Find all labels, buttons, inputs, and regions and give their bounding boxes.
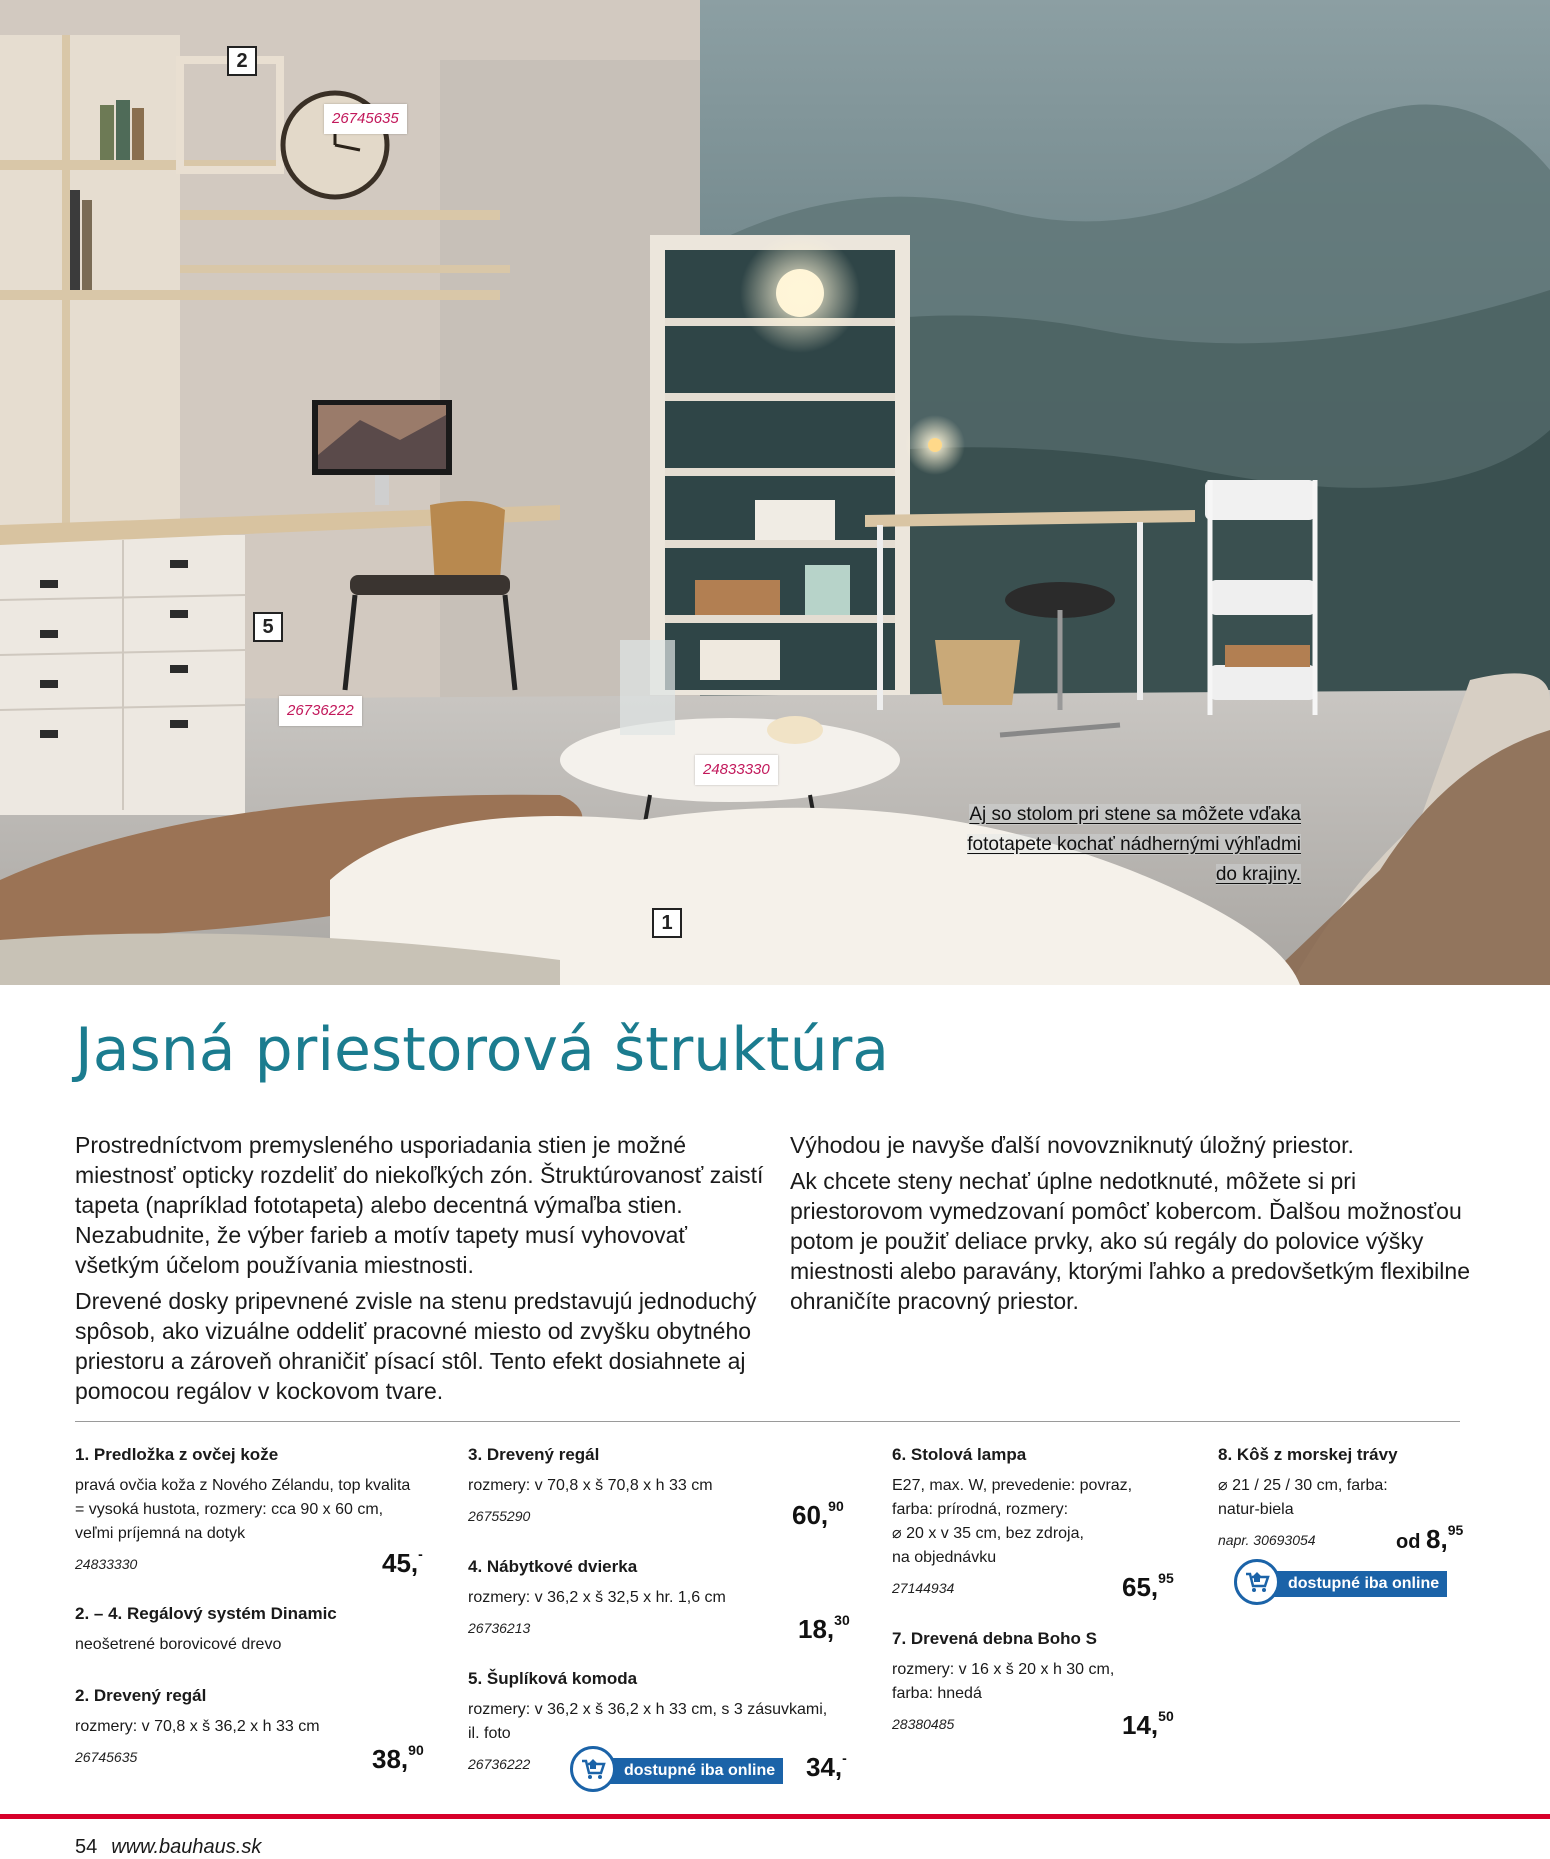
product-article: napr. 30693054 — [1218, 1532, 1316, 1548]
online-badge-label: dostupné iba online — [624, 1762, 776, 1779]
footer — [75, 1836, 261, 1859]
page-number: 54 — [75, 1836, 98, 1858]
product-article: 26755290 — [468, 1508, 531, 1524]
product-article: 27144934 — [892, 1580, 955, 1596]
article-tag-24833330: 24833330 — [695, 755, 778, 785]
price-product-6: 65,95 — [1122, 1570, 1174, 1602]
left-text-column — [75, 1130, 765, 1412]
price-product-3: 60,90 — [792, 1498, 844, 1530]
right-paragraph-2: Ak chcete steny nechať úplne nedotknuté, môžete si pri priestorovom vymedzovaní pomôcť kobercom. Ďalšou možnosťou potom je použiť deliace prvky, ako sú regály do polovice výšky miestnosti alebo paravány, ktorými ľahko a predovšetkým flexibilne ohraničíte pracovný priestor. — [790, 1168, 1470, 1314]
cart-icon — [1234, 1559, 1280, 1605]
price-product-7: 14,50 — [1122, 1708, 1174, 1740]
right-text-column — [790, 1130, 1490, 1322]
product-article: 24833330 — [75, 1556, 138, 1572]
caption-line-3: do krajiny. — [1215, 864, 1301, 885]
footer-url[interactable]: www.bauhaus.sk — [111, 1836, 262, 1858]
product-desc: pravá ovčia koža z Nového Zélandu, top kvalita = vysoká hustota, rozmery: cca 90 x 60 cm, veľmi príjemná na dotyk — [75, 1477, 411, 1542]
product-article: 28380485 — [892, 1716, 955, 1732]
price-product-8: od 8,95 — [1396, 1522, 1464, 1554]
product-desc: rozmery: v 36,2 x š 32,5 x hr. 1,6 cm — [468, 1589, 726, 1606]
product-article: 26736213 — [468, 1620, 531, 1636]
price-product-4: 18,30 — [798, 1612, 850, 1644]
online-badge-label: dostupné iba online — [1288, 1575, 1440, 1592]
product-name: 4. Nábytkové dvierka — [468, 1557, 638, 1576]
marker-5: 5 — [253, 612, 283, 642]
online-only-badge[interactable] — [576, 1758, 783, 1784]
product-name: 2. Drevený regál — [75, 1686, 207, 1705]
price-product-1: 45,- — [382, 1546, 423, 1578]
divider — [75, 1421, 1460, 1422]
product-name: 1. Predložka z ovčej kože — [75, 1445, 279, 1464]
article-tag-26745635: 26745635 — [324, 104, 407, 134]
price-product-5: 34,- — [806, 1750, 847, 1782]
product-1 — [75, 1444, 435, 1572]
page-title: Jasná priestorová štruktúra — [75, 1015, 890, 1085]
product-desc: rozmery: v 36,2 x š 36,2 x h 33 cm, s 3 zásuvkami, il. foto — [468, 1701, 828, 1742]
price-product-2: 38,90 — [372, 1742, 424, 1774]
product-2-4 — [75, 1603, 435, 1657]
cart-icon — [570, 1746, 616, 1792]
marker-1: 1 — [652, 908, 682, 938]
left-paragraph-1: Prostredníctvom premysleného usporiadania stien je možné miestnosť opticky rozdeliť do niekoľkých zón. Štruktúrovanosť zaistí tapeta (napríklad fototapeta) alebo decentná výmaľba stien. Nezabudnite, že výber farieb a motív tapety musí vyhovovať všetkým účelom používania miestnosti. — [75, 1132, 764, 1278]
product-name: 3. Drevený regál — [468, 1445, 600, 1464]
product-3 — [468, 1444, 848, 1524]
product-desc: E27, max. W, prevedenie: povraz, farba: prírodná, rozmery: ⌀ 20 x v 35 cm, bez zdroja, na objednávku — [892, 1477, 1133, 1566]
product-desc: rozmery: v 16 x š 20 x h 30 cm, farba: hnedá — [892, 1661, 1115, 1702]
product-article: 26745635 — [75, 1749, 138, 1765]
product-article: 26736222 — [468, 1756, 531, 1772]
product-name: 2. – 4. Regálový systém Dinamic — [75, 1604, 337, 1623]
right-paragraph-1: Výhodou je navyše ďalší novovzniknutý úložný priestor. — [790, 1132, 1354, 1158]
caption-line-2: fototapete kochať nádhernými výhľadmi — [967, 834, 1301, 855]
product-desc: rozmery: v 70,8 x š 36,2 x h 33 cm — [75, 1718, 320, 1735]
online-only-badge-8[interactable] — [1240, 1571, 1447, 1597]
marker-2: 2 — [227, 46, 257, 76]
footer-rule — [0, 1814, 1550, 1819]
product-name: 7. Drevená debna Boho S — [892, 1629, 1097, 1648]
product-desc: ⌀ 21 / 25 / 30 cm, farba: natur-biela — [1218, 1477, 1388, 1518]
product-name: 6. Stolová lampa — [892, 1445, 1027, 1464]
product-name: 5. Šuplíková komoda — [468, 1669, 638, 1688]
product-name: 8. Kôš z morskej trávy — [1218, 1445, 1398, 1464]
caption-line-1: Aj so stolom pri stene sa môžete vďaka — [969, 804, 1301, 825]
photo-caption — [941, 800, 1301, 890]
article-tag-26736222: 26736222 — [279, 696, 362, 726]
product-4 — [468, 1556, 848, 1636]
left-paragraph-2: Drevené dosky pripevnené zvisle na stenu predstavujú jednoduchý spôsob, ako vizuálne oddeliť pracovné miesto od zvyšku obytného priestoru a zároveň ohraničiť písací stôl. Tento efekt dosiahnete aj pomocou regálov v kockovom tvare. — [75, 1288, 757, 1404]
product-desc: rozmery: v 70,8 x š 70,8 x h 33 cm — [468, 1477, 713, 1494]
product-desc: neošetrené borovicové drevo — [75, 1636, 282, 1653]
